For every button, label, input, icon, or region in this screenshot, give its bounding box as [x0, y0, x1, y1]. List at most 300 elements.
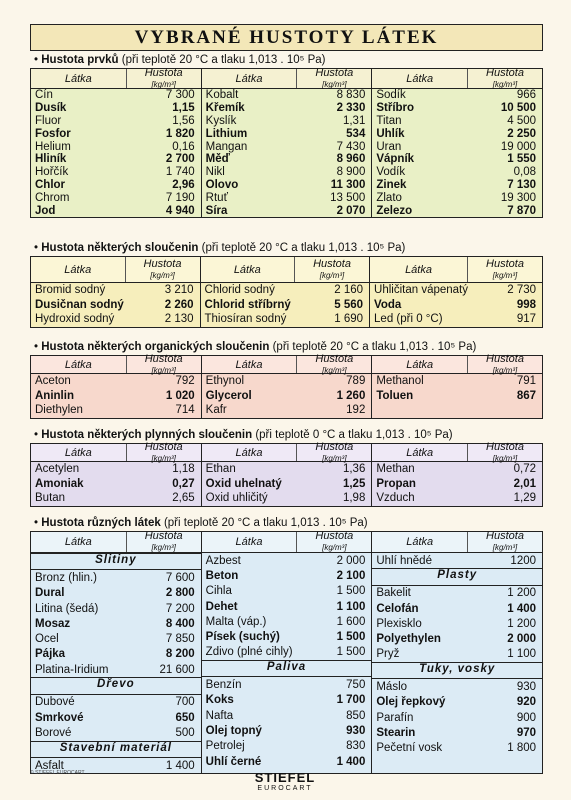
section-table: [30, 531, 543, 774]
table-row: [202, 127, 372, 140]
table-row: [372, 191, 542, 204]
substance-name: Asfalt: [35, 759, 64, 772]
substance-name: Železo: [376, 204, 413, 217]
section-title: Hustota některých sloučenin: [41, 242, 199, 254]
column-header: [202, 352, 372, 375]
density-value: 2 070: [336, 204, 366, 217]
density-value: 0,16: [172, 140, 195, 153]
table-row: [372, 741, 542, 756]
density-value: 1 500: [336, 646, 366, 659]
table-row: [202, 629, 372, 644]
substance-name: Zlato: [376, 191, 402, 204]
substance-name: Parafín: [376, 711, 414, 724]
substance-name: Benzín: [205, 679, 242, 692]
table-row: [202, 708, 372, 723]
table-row: [31, 616, 201, 631]
section-title: Hustota prvků: [41, 54, 119, 66]
table-row: [202, 140, 372, 153]
density-value: 1,25: [342, 477, 366, 490]
density-value: 900: [516, 711, 537, 724]
density-value: 8 960: [336, 153, 366, 166]
column-header: [201, 257, 370, 283]
header-name: Látka: [201, 257, 296, 282]
substance-name: Methan: [376, 463, 415, 476]
header-name: Látka: [202, 356, 298, 373]
header-unit: [kg/m³]: [492, 453, 518, 463]
substance-name: Olovo: [205, 178, 239, 191]
density-value: 1,56: [172, 114, 195, 127]
header-density: [127, 66, 201, 89]
table-row: [372, 140, 542, 153]
substance-name: Nikl: [205, 166, 225, 179]
substance-name: Smrkové: [35, 711, 84, 724]
substance-name: Butan: [35, 492, 66, 505]
section-gaseous-compounds: [30, 428, 543, 507]
density-value: 930: [346, 724, 366, 737]
section-organic-compounds: [30, 340, 543, 419]
header-value: Hustota: [144, 530, 183, 542]
substance-name: Lithium: [205, 127, 248, 140]
substance-name: Měď: [205, 153, 230, 166]
density-value: 7 190: [165, 191, 195, 204]
footer-copyright: © STIEFEL EUROCART: [30, 770, 85, 776]
substance-name: Pečetní vosk: [376, 742, 443, 755]
table-row: [31, 127, 201, 140]
substance-name: Diethylen: [35, 404, 83, 417]
table-row: [31, 389, 201, 404]
density-value: 7 300: [165, 89, 195, 102]
substance-name: Chlor: [35, 178, 66, 191]
substance-name: Fluor: [35, 114, 62, 127]
table-column: [370, 257, 542, 327]
density-value: 830: [346, 740, 366, 753]
column-header: [202, 532, 372, 553]
table-row: [202, 179, 372, 192]
table-column: [372, 66, 542, 217]
density-value: 1,29: [513, 492, 537, 505]
substance-name: Plexisklo: [376, 617, 422, 630]
substance-name: Olej řepkový: [376, 696, 446, 709]
section-title: Hustota některých organických sloučenin: [41, 341, 270, 353]
header-unit: [kg/m³]: [151, 365, 176, 375]
table-row: [31, 298, 200, 313]
table-row: [372, 601, 542, 616]
substance-name: Máslo: [376, 681, 408, 694]
density-value: 0,72: [513, 463, 537, 476]
density-value: 7 870: [507, 204, 537, 217]
substance-name: Kyslík: [205, 114, 237, 127]
header-name: Látka: [370, 257, 468, 282]
header-value: Hustota: [315, 440, 354, 453]
density-value: 4 500: [507, 114, 537, 127]
section-title: Hustota různých látek: [41, 517, 161, 529]
substance-name: Rtuť: [205, 191, 228, 204]
section-condition: (při teplotě 20 °C a tlaku 1,013 . 10⁵ Pa): [121, 54, 326, 66]
section-condition: (při teplotě 20 °C a tlaku 1,013 . 10⁵ Pa): [201, 242, 406, 254]
header-value: Hustota: [313, 257, 351, 270]
table-column: [372, 440, 542, 506]
section-heading: • Hustota některých plynných sloučenin (při teplotě 0 °C a tlaku 1,013 . 10⁵ Pa): [34, 429, 453, 441]
table-row: [372, 102, 542, 115]
density-value: 1 020: [165, 389, 195, 402]
header-name: Látka: [31, 444, 127, 461]
column-header: [372, 66, 542, 89]
substance-name: Dubové: [35, 696, 75, 709]
table-row: [31, 462, 201, 477]
density-value: 7 200: [165, 602, 195, 615]
table-row: [31, 179, 201, 192]
header-unit: [kg/m³]: [150, 270, 175, 280]
substance-name: Uhlí hnědé: [376, 554, 432, 567]
header-density: [127, 532, 201, 552]
substance-name: Petrolej: [205, 740, 245, 753]
density-value: 0,27: [172, 477, 195, 490]
table-row: [31, 374, 201, 389]
table-column: [31, 532, 202, 773]
header-value: Hustota: [144, 352, 183, 365]
column-header: [31, 352, 201, 375]
table-row: [31, 140, 201, 153]
table-column: [31, 257, 201, 327]
substance-name: Chrom: [35, 191, 70, 204]
substance-name: Síra: [205, 204, 228, 217]
column-header: [31, 532, 201, 553]
substance-name: Uhličitan vápenatý: [374, 284, 469, 297]
substance-name: Ethynol: [205, 375, 245, 388]
density-value: 1 400: [507, 602, 537, 615]
density-value: 21 600: [159, 663, 195, 676]
page-title: VYBRANÉ HUSTOTY LÁTEK: [134, 26, 439, 48]
substance-name: Ethan: [205, 463, 236, 476]
substance-name: Sodík: [376, 89, 406, 102]
table-row: [202, 739, 372, 754]
density-value: 19 000: [500, 140, 537, 153]
header-value: Hustota: [315, 66, 354, 79]
table-column: [202, 352, 373, 418]
table-column: [372, 352, 542, 418]
density-value: 8 900: [336, 166, 366, 179]
header-name: Látka: [372, 532, 468, 552]
logo-brand: STIEFEL: [254, 770, 316, 785]
header-name: Látka: [31, 257, 126, 282]
header-name: Látka: [202, 69, 298, 88]
table-row: [202, 677, 372, 692]
substance-name: Vodík: [376, 166, 406, 179]
table-column: [31, 352, 202, 418]
table-row: [202, 403, 372, 418]
density-value: 1 600: [336, 615, 366, 628]
table-row: [372, 631, 542, 646]
table-row: [31, 647, 201, 662]
table-column: [202, 66, 373, 217]
header-name: Látka: [31, 69, 127, 88]
density-value: 1 550: [507, 153, 537, 166]
section-title: Hustota některých plynných sloučenin: [41, 429, 253, 441]
density-value: 1 740: [165, 166, 195, 179]
substance-name: Acetylen: [35, 463, 80, 476]
header-density: [468, 440, 542, 463]
substance-name: Oxid uhličitý: [205, 492, 268, 505]
group-heading: Dřevo: [31, 677, 201, 694]
density-value: 714: [175, 404, 195, 417]
substance-name: Propan: [376, 477, 416, 490]
substance-name: Beton: [205, 569, 239, 582]
substance-name: Olej topný: [205, 724, 262, 737]
substance-name: Nafta: [205, 709, 234, 722]
section-table: [30, 352, 543, 419]
table-column: [202, 532, 373, 773]
substance-name: Thiosíran sodný: [204, 313, 287, 326]
header-density: [126, 257, 200, 282]
table-row: [372, 477, 542, 492]
substance-name: Fosfor: [35, 127, 71, 140]
table-row: [31, 586, 201, 601]
header-name: Látka: [372, 444, 468, 461]
table-row: [372, 679, 542, 694]
table-row: [31, 283, 200, 298]
header-value: Hustota: [486, 440, 524, 453]
header-name: Látka: [372, 69, 468, 88]
group-heading: Stavební materiál: [31, 741, 201, 758]
density-value: 1,98: [342, 492, 366, 505]
density-value: 500: [175, 726, 195, 739]
density-value: 7 130: [507, 178, 537, 191]
density-value: 2 800: [165, 587, 195, 600]
density-value: 2 160: [334, 284, 364, 297]
density-value: 3 210: [164, 284, 194, 297]
table-row: [202, 754, 372, 769]
table-row: [372, 725, 542, 740]
substance-name: Platina-Iridium: [35, 663, 109, 676]
substance-name: Dusičnan sodný: [35, 298, 124, 311]
substance-name: Hliník: [35, 153, 67, 166]
table-row: [202, 102, 372, 115]
density-value: 850: [346, 709, 366, 722]
substance-name: Glycerol: [205, 389, 252, 402]
table-row: [31, 115, 201, 128]
section-various-substances: [30, 516, 543, 774]
substance-name: Uhlí černé: [205, 755, 262, 768]
table-row: [372, 695, 542, 710]
substance-name: Křemík: [205, 102, 245, 115]
density-value: 1,15: [172, 102, 195, 115]
header-name: Látka: [202, 532, 298, 552]
table-row: [31, 166, 201, 179]
substance-name: Titan: [376, 114, 402, 127]
table-row: [202, 166, 372, 179]
header-value: Hustota: [143, 257, 182, 270]
header-density: [295, 257, 369, 282]
density-value: 917: [516, 313, 537, 326]
table-row: [31, 89, 201, 102]
substance-name: Kafr: [205, 404, 227, 417]
header-unit: [kg/m³]: [322, 365, 347, 375]
table-row: [31, 102, 201, 115]
header-value: Hustota: [144, 66, 183, 79]
table-row: [372, 491, 542, 506]
density-value: 2,96: [172, 178, 195, 191]
table-row: [202, 89, 372, 102]
section-table: [30, 440, 543, 507]
section-heading: • Hustota prvků (při teplotě 20 °C a tlaku 1,013 . 10⁵ Pa): [34, 54, 326, 66]
density-value: 650: [175, 711, 195, 724]
header-value: Hustota: [315, 530, 354, 542]
density-value: 1,18: [172, 463, 195, 476]
table-row: [370, 298, 542, 313]
substance-name: Hydroxid sodný: [35, 313, 115, 326]
substance-name: Vzduch: [376, 492, 415, 505]
substance-name: Celofán: [376, 602, 419, 615]
table-row: [372, 153, 542, 166]
table-row: [372, 166, 542, 179]
header-unit: [kg/m³]: [151, 453, 176, 463]
density-value: 7 850: [165, 633, 195, 646]
density-value: 1 200: [507, 587, 537, 600]
density-value: 2 000: [336, 554, 366, 567]
table-row: [31, 191, 201, 204]
header-name: Látka: [31, 532, 127, 552]
density-value: 2 250: [507, 127, 537, 140]
density-value: 11 300: [330, 178, 366, 191]
table-row: [202, 115, 372, 128]
density-value: 1 690: [334, 313, 364, 326]
density-value: 10 500: [500, 102, 537, 115]
density-value: 19 300: [500, 191, 537, 204]
header-unit: [kg/m³]: [492, 365, 518, 375]
group-heading: Plasty: [372, 568, 542, 585]
density-value: 791: [516, 375, 537, 388]
header-name: Látka: [202, 444, 298, 461]
table-row: [201, 312, 370, 327]
substance-name: Aninlin: [35, 389, 74, 402]
column-header: [31, 257, 200, 283]
table-column: [31, 66, 202, 217]
density-value: 750: [346, 679, 366, 692]
density-value: 8 400: [165, 617, 195, 630]
section-compounds: [30, 241, 543, 328]
section-condition: (při teplotě 20 °C a tlaku 1,013 . 10⁵ Pa): [163, 517, 368, 529]
density-value: 1 700: [336, 694, 366, 707]
column-header: [372, 440, 542, 463]
substance-name: Methanol: [376, 375, 424, 388]
density-value: 700: [175, 696, 195, 709]
column-header: [31, 66, 201, 89]
header-name: Látka: [31, 356, 127, 373]
table-row: [372, 647, 542, 662]
table-row: [31, 403, 201, 418]
density-value: 920: [516, 696, 537, 709]
header-density: [468, 66, 542, 89]
table-row: [370, 312, 542, 327]
table-row: [372, 127, 542, 140]
table-row: [202, 723, 372, 738]
header-unit: [kg/m³]: [151, 543, 176, 552]
header-value: Hustota: [486, 352, 524, 365]
density-value: 2 330: [336, 102, 366, 115]
table-row: [202, 491, 372, 506]
density-value: 867: [516, 389, 537, 402]
substance-name: Bromid sodný: [35, 284, 106, 297]
header-value: Hustota: [486, 66, 524, 79]
table-row: [202, 191, 372, 204]
substance-name: Cihla: [205, 585, 232, 598]
header-value: Hustota: [486, 530, 524, 542]
substance-name: Kobalt: [205, 89, 239, 102]
table-row: [31, 662, 201, 677]
substance-name: Toluen: [376, 389, 414, 402]
substance-name: Azbest: [205, 554, 241, 567]
substance-name: Pryž: [376, 648, 400, 661]
table-row: [202, 553, 372, 568]
header-density: [468, 257, 542, 282]
header-density: [297, 440, 371, 463]
substance-name: Borové: [35, 726, 72, 739]
header-density: [468, 352, 542, 375]
section-table: [30, 68, 543, 218]
density-value: 8 830: [336, 89, 366, 102]
density-value: 2 260: [164, 298, 194, 311]
table-row: [372, 89, 542, 102]
substance-name: Zdivo (plné cihly): [205, 646, 293, 659]
table-row: [372, 179, 542, 192]
substance-name: Ocel: [35, 633, 59, 646]
table-row: [372, 616, 542, 631]
substance-name: Dusík: [35, 102, 67, 115]
density-value: 970: [516, 726, 537, 739]
header-density: [468, 532, 542, 552]
substance-name: Pájka: [35, 648, 66, 661]
substance-name: Vápník: [376, 153, 415, 166]
density-value: 1 400: [336, 755, 366, 768]
density-value: 792: [175, 375, 195, 388]
group-heading: Paliva: [202, 660, 372, 677]
header-value: Hustota: [144, 440, 183, 453]
table-row: [31, 312, 200, 327]
density-value: 4 940: [165, 204, 195, 217]
table-row: [31, 204, 201, 217]
substance-name: Stearin: [376, 726, 416, 739]
table-row: [31, 710, 201, 725]
density-value: 7 600: [165, 571, 195, 584]
table-column: [31, 440, 202, 506]
table-row: [201, 283, 370, 298]
density-value: 930: [516, 681, 537, 694]
substance-name: Uhlík: [376, 127, 405, 140]
header-value: Hustota: [486, 257, 524, 270]
section-heading: • Hustota některých organických sloučenin (při teplotě 20 °C a tlaku 1,013 . 10⁵ Pa): [34, 341, 477, 353]
column-header: [372, 352, 542, 375]
density-value: 1 260: [336, 389, 366, 402]
density-value: 2 730: [507, 284, 537, 297]
substance-name: Chlorid sodný: [204, 284, 275, 297]
group-heading: Tuky, vosky: [372, 662, 542, 679]
density-value: 2,65: [172, 492, 195, 505]
substance-name: Voda: [374, 298, 402, 311]
section-elements: [30, 53, 543, 218]
table-row: [202, 645, 372, 660]
substance-name: Polyethylen: [376, 633, 441, 646]
substance-name: Aceton: [35, 375, 71, 388]
substance-name: Stříbro: [376, 102, 415, 115]
substance-name: Písek (suchý): [205, 631, 280, 644]
column-header: [370, 257, 542, 283]
table-row: [202, 374, 372, 389]
table-row: [202, 153, 372, 166]
table-row: [372, 115, 542, 128]
density-value: 1 200: [507, 617, 537, 630]
substance-name: Mosaz: [35, 617, 71, 630]
header-unit: [kg/m³]: [151, 79, 176, 89]
